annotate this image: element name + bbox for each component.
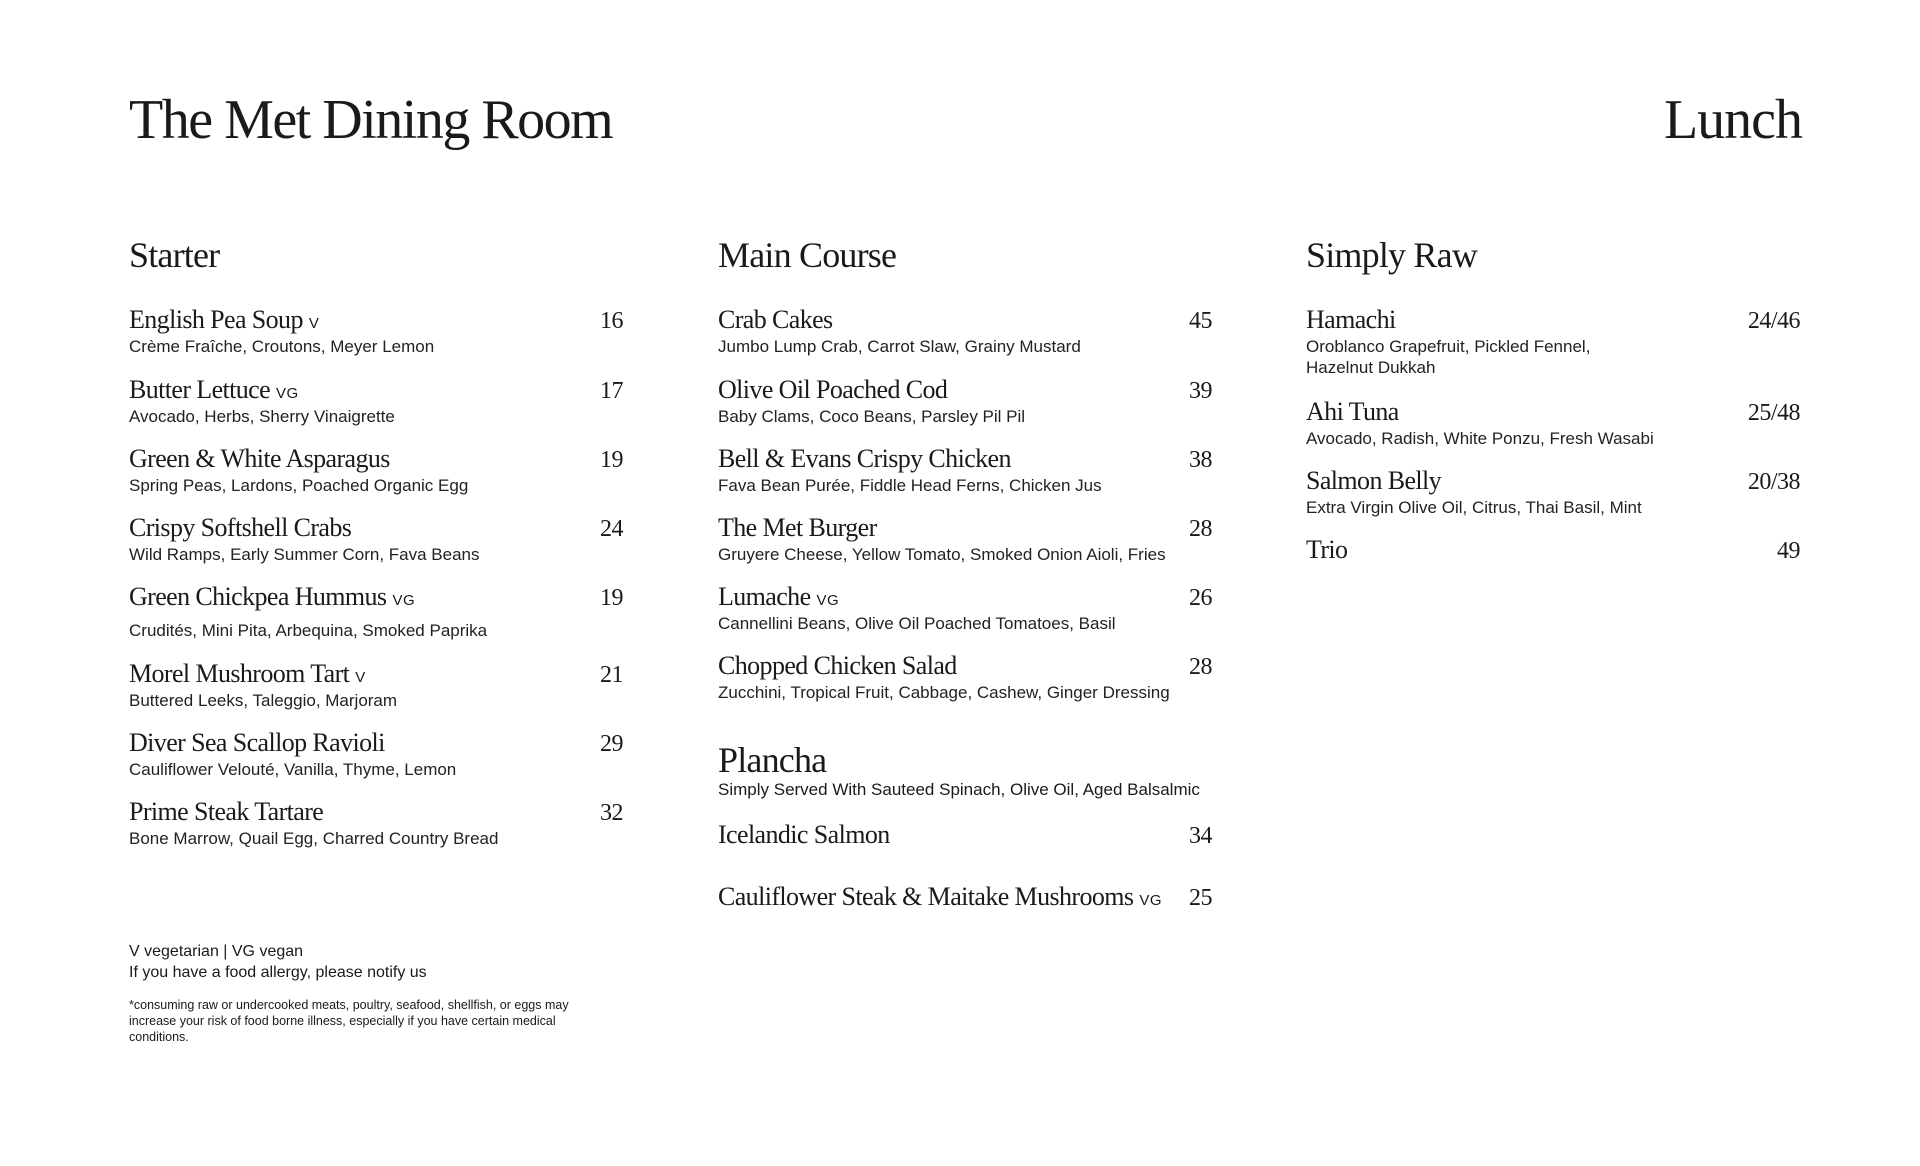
item-name: Trio bbox=[1306, 535, 1348, 564]
item-price: 24 bbox=[600, 516, 623, 542]
item-price: 19 bbox=[600, 585, 623, 611]
menu-item bbox=[718, 651, 1212, 703]
menu-item bbox=[718, 375, 1212, 427]
menu-item bbox=[718, 820, 1212, 851]
item-price: 32 bbox=[600, 800, 623, 826]
simply-raw-heading: Simply Raw bbox=[1306, 235, 1478, 275]
menu-item bbox=[1306, 305, 1800, 378]
item-price: 24/46 bbox=[1747, 308, 1800, 334]
item-description: Bone Marrow, Quail Egg, Charred Country Bread bbox=[129, 829, 499, 848]
item-name: Salmon Belly bbox=[1306, 466, 1442, 495]
item-description: Gruyere Cheese, Yellow Tomato, Smoked Onion Aioli, Fries bbox=[718, 545, 1166, 564]
item-price: 45 bbox=[1189, 308, 1212, 334]
menu-item bbox=[129, 728, 623, 780]
diet-tag: VG bbox=[276, 385, 299, 402]
item-name: Crab Cakes bbox=[718, 305, 833, 334]
menu-item bbox=[1306, 397, 1800, 449]
item-price: 16 bbox=[600, 308, 623, 334]
item-name: English Pea Soup bbox=[129, 305, 303, 334]
item-price: 25 bbox=[1189, 885, 1212, 911]
item-description: Baby Clams, Coco Beans, Parsley Pil Pil bbox=[718, 407, 1026, 426]
menu-item bbox=[1306, 535, 1800, 566]
item-price: 25/48 bbox=[1747, 400, 1800, 426]
diet-legend: V vegetarian | VG vegan bbox=[129, 943, 304, 960]
item-description: Cannellini Beans, Olive Oil Poached Tomatoes, Basil bbox=[718, 614, 1116, 633]
item-name: Ahi Tuna bbox=[1306, 397, 1399, 426]
menu-item bbox=[718, 882, 1212, 913]
menu-item bbox=[718, 444, 1212, 496]
diet-tag: VG bbox=[392, 592, 416, 609]
item-description: Avocado, Herbs, Sherry Vinaigrette bbox=[129, 407, 395, 426]
item-name: Olive Oil Poached Cod bbox=[718, 375, 948, 404]
menu-item bbox=[129, 797, 623, 849]
item-price: 20/38 bbox=[1747, 469, 1800, 495]
item-description: Oroblanco Grapefruit, Pickled Fennel, bbox=[1306, 337, 1591, 356]
item-price: 19 bbox=[600, 447, 623, 473]
item-description: Buttered Leeks, Taleggio, Marjoram bbox=[129, 691, 398, 710]
item-name: Cauliflower Steak & Maitake Mushrooms bbox=[718, 882, 1134, 911]
item-name: The Met Burger bbox=[718, 513, 877, 542]
diet-tag: VG bbox=[816, 592, 840, 609]
plancha-heading: Plancha bbox=[718, 740, 827, 780]
item-description: Spring Peas, Lardons, Poached Organic Egg bbox=[129, 476, 469, 495]
menu-item bbox=[718, 305, 1212, 357]
diet-tag: VG bbox=[1139, 892, 1163, 909]
item-description: Wild Ramps, Early Summer Corn, Fava Beans bbox=[129, 545, 480, 564]
item-name: Lumache bbox=[718, 582, 811, 611]
item-price: 28 bbox=[1189, 654, 1212, 680]
item-price: 26 bbox=[1189, 585, 1212, 611]
item-name: Green & White Asparagus bbox=[129, 444, 390, 473]
item-price: 17 bbox=[600, 378, 623, 404]
item-description: Hazelnut Dukkah bbox=[1306, 358, 1436, 377]
item-description: Avocado, Radish, White Ponzu, Fresh Wasabi bbox=[1306, 429, 1654, 448]
item-name: Morel Mushroom Tart bbox=[129, 659, 350, 688]
item-price: 39 bbox=[1189, 378, 1212, 404]
item-price: 38 bbox=[1189, 447, 1212, 473]
item-name: Diver Sea Scallop Ravioli bbox=[129, 728, 385, 757]
main-course-heading: Main Course bbox=[718, 235, 897, 275]
menu-item bbox=[129, 582, 623, 641]
item-name: Hamachi bbox=[1306, 305, 1396, 334]
menu-item bbox=[129, 305, 623, 357]
diet-tag: V bbox=[355, 669, 366, 686]
restaurant-title: The Met Dining Room bbox=[129, 89, 613, 151]
item-description: Crudités, Mini Pita, Arbequina, Smoked Paprika bbox=[129, 621, 488, 640]
item-name: Icelandic Salmon bbox=[718, 820, 890, 849]
item-name: Green Chickpea Hummus bbox=[129, 582, 387, 611]
allergy-notice: If you have a food allergy, please notify us bbox=[129, 964, 427, 981]
menu-item bbox=[129, 444, 623, 496]
item-description: Fava Bean Purée, Fiddle Head Ferns, Chicken Jus bbox=[718, 476, 1102, 495]
menu-item bbox=[718, 582, 1212, 634]
item-price: 34 bbox=[1189, 823, 1212, 849]
item-description: Cauliflower Velouté, Vanilla, Thyme, Lemon bbox=[129, 760, 457, 779]
item-name: Prime Steak Tartare bbox=[129, 797, 324, 826]
item-description: Extra Virgin Olive Oil, Citrus, Thai Basil, Mint bbox=[1306, 498, 1642, 517]
item-price: 21 bbox=[600, 662, 623, 688]
item-name: Bell & Evans Crispy Chicken bbox=[718, 444, 1011, 473]
item-price: 49 bbox=[1777, 538, 1800, 564]
item-price: 28 bbox=[1189, 516, 1212, 542]
diet-tag: V bbox=[308, 315, 320, 332]
item-name: Crispy Softshell Crabs bbox=[129, 513, 352, 542]
menu-item bbox=[129, 375, 623, 427]
menu-item bbox=[1306, 466, 1800, 518]
item-description: Jumbo Lump Crab, Carrot Slaw, Grainy Mustard bbox=[718, 337, 1081, 356]
item-description: Crème Fraîche, Croutons, Meyer Lemon bbox=[129, 337, 435, 356]
plancha-description: Simply Served With Sauteed Spinach, Olive Oil, Aged Balsalmic bbox=[718, 780, 1200, 799]
meal-period-title: Lunch bbox=[1663, 89, 1802, 151]
menu-item bbox=[718, 513, 1212, 565]
item-description: Zucchini, Tropical Fruit, Cabbage, Cashew, Ginger Dressing bbox=[718, 683, 1170, 702]
item-name: Butter Lettuce bbox=[129, 375, 271, 404]
item-price: 29 bbox=[600, 731, 623, 757]
menu-item bbox=[129, 659, 623, 711]
menu-item bbox=[129, 513, 623, 565]
item-name: Chopped Chicken Salad bbox=[718, 651, 957, 680]
starter-heading: Starter bbox=[129, 235, 220, 275]
health-disclaimer: *consuming raw or undercooked meats, poultry, seafood, shellfish, or eggs may increase your risk of food borne illness, especially if you have certain medical conditions. bbox=[129, 998, 569, 1044]
